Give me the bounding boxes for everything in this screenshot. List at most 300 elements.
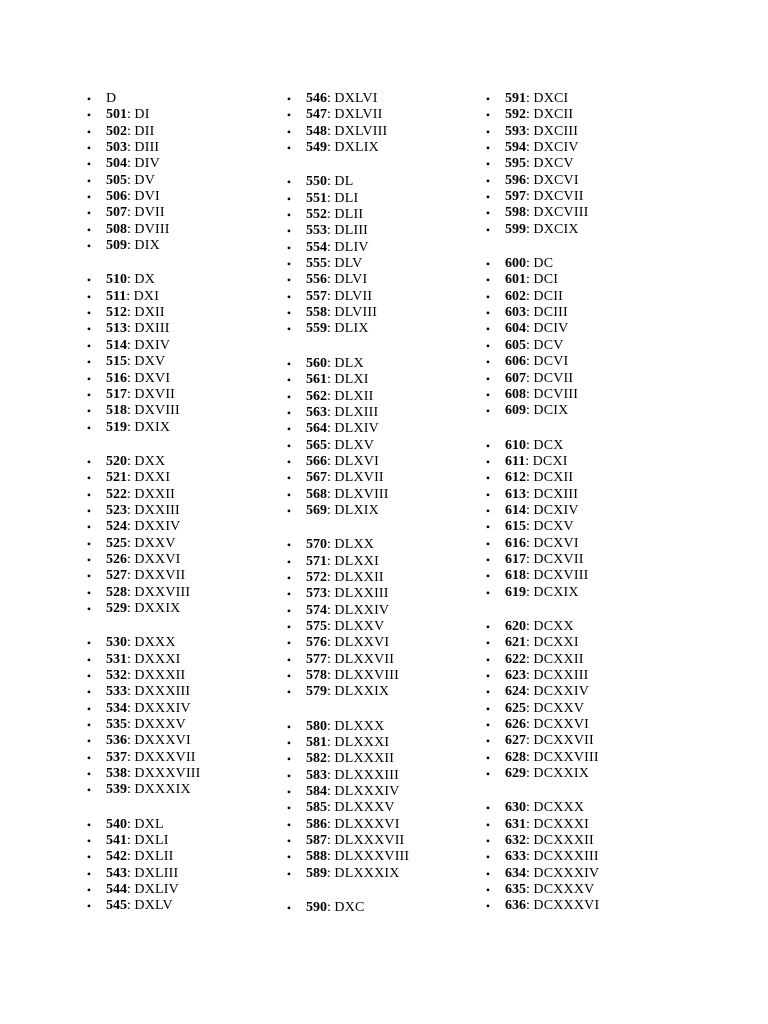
arabic-number: 524	[106, 519, 127, 535]
roman-numeral: DXCI	[533, 91, 569, 106]
list-item	[78, 124, 298, 140]
roman-numeral: DLXXXI	[334, 735, 390, 751]
list-item	[78, 189, 298, 205]
roman-numeral: DLXVII	[334, 470, 384, 486]
roman-numeral: DXXI	[134, 470, 171, 486]
arabic-number: 597	[505, 189, 526, 205]
list-item	[78, 701, 298, 717]
list-item	[78, 585, 298, 601]
roman-numeral-column-2	[278, 91, 498, 916]
separator: :	[127, 453, 135, 469]
arabic-number: 595	[505, 156, 526, 172]
bullet-icon: •	[286, 719, 292, 734]
bullet-icon: •	[286, 141, 292, 156]
list-item	[278, 719, 498, 735]
list-item	[78, 652, 298, 668]
separator: :	[127, 419, 135, 435]
bullet-icon: •	[86, 536, 92, 551]
arabic-number: 576	[306, 635, 327, 651]
arabic-number: 513	[106, 321, 127, 337]
separator: :	[327, 288, 335, 304]
list-item	[78, 503, 298, 519]
arabic-number: 559	[306, 321, 327, 337]
arabic-number: 632	[505, 833, 526, 849]
bullet-icon: •	[286, 373, 292, 388]
roman-numeral: DLXXIII	[334, 586, 389, 602]
bullet-icon: •	[86, 701, 92, 716]
arabic-number: 588	[306, 849, 327, 865]
arabic-number: 526	[106, 551, 127, 567]
list-item	[78, 289, 298, 305]
list-item	[278, 668, 498, 684]
bullet-icon: •	[86, 239, 92, 254]
separator: :	[127, 816, 135, 832]
separator: :	[327, 668, 335, 683]
roman-numeral: DXXX	[134, 635, 176, 651]
list-item	[78, 156, 298, 172]
list-item	[278, 438, 498, 454]
roman-numeral: DCXXXV	[533, 882, 595, 898]
roman-numeral: DCXXXVI	[533, 898, 600, 914]
separator: :	[327, 91, 335, 106]
roman-numeral: DLXXXII	[334, 751, 395, 767]
list-item	[278, 356, 498, 372]
list-item	[78, 487, 298, 503]
bullet-icon: •	[286, 538, 292, 553]
roman-numeral: DXXXIII	[134, 684, 191, 700]
separator: :	[526, 535, 534, 551]
list-item	[278, 537, 498, 553]
bullet-icon: •	[485, 404, 491, 419]
arabic-number: 586	[306, 816, 327, 832]
bullet-icon: •	[485, 322, 491, 337]
list-item	[78, 205, 298, 221]
arabic-number: 567	[306, 470, 327, 486]
roman-numeral: DLVI	[334, 272, 368, 288]
roman-numeral: DXXVII	[134, 568, 186, 584]
bullet-icon: •	[485, 718, 491, 733]
separator: :	[526, 651, 534, 667]
separator: :	[526, 749, 534, 765]
arabic-number: 570	[306, 537, 327, 553]
list-item	[278, 817, 498, 833]
arabic-number: 510	[106, 272, 127, 288]
arabic-number: 614	[505, 502, 526, 518]
bullet-icon: •	[86, 92, 92, 106]
bullet-icon: •	[485, 92, 491, 106]
roman-numeral: DCXXXIII	[533, 849, 599, 865]
list-item	[78, 305, 298, 321]
bullet-icon: •	[286, 191, 292, 206]
separator: :	[127, 568, 135, 584]
arabic-number: 636	[505, 898, 526, 914]
bullet-icon: •	[86, 173, 92, 188]
separator: :	[526, 156, 534, 172]
list-item	[278, 191, 498, 207]
separator: :	[526, 800, 534, 816]
bullet-icon: •	[86, 487, 92, 502]
list-item	[78, 684, 298, 700]
list-item	[477, 256, 697, 272]
bullet-icon: •	[286, 503, 292, 518]
roman-numeral: DC	[533, 256, 554, 272]
bullet-icon: •	[286, 438, 292, 453]
arabic-number: 503	[106, 140, 127, 156]
arabic-number: 554	[306, 239, 327, 255]
separator: :	[327, 437, 335, 453]
separator: :	[526, 470, 534, 486]
bullet-icon: •	[485, 222, 491, 237]
roman-numeral: DXXXV	[134, 717, 186, 733]
roman-numeral: DXIII	[134, 321, 170, 337]
arabic-number: 564	[306, 421, 327, 437]
bullet-icon: •	[286, 587, 292, 602]
separator: :	[127, 140, 135, 156]
bullet-icon: •	[286, 817, 292, 832]
list-item	[278, 784, 498, 800]
bullet-icon: •	[86, 289, 92, 304]
arabic-number: 504	[106, 156, 127, 172]
roman-numeral: DXXII	[134, 486, 176, 502]
bullet-icon: •	[86, 850, 92, 865]
arabic-number: 624	[505, 684, 526, 700]
arabic-number: 561	[306, 372, 327, 388]
bullet-icon: •	[286, 752, 292, 767]
roman-numeral: DCXXV	[533, 700, 585, 716]
separator: :	[327, 800, 335, 816]
list-item	[477, 272, 697, 288]
roman-numeral: DV	[134, 172, 156, 188]
list-item	[477, 849, 697, 865]
separator: :	[127, 865, 135, 881]
separator: :	[127, 321, 135, 337]
bullet-icon: •	[86, 585, 92, 600]
separator: :	[526, 519, 534, 535]
arabic-number: 616	[505, 535, 526, 551]
separator: :	[327, 486, 335, 502]
arabic-number: 573	[306, 586, 327, 602]
arabic-number: 593	[505, 123, 526, 139]
bullet-icon: •	[86, 734, 92, 749]
arabic-number: 525	[106, 535, 127, 551]
bullet-icon: •	[485, 883, 491, 898]
bullet-icon: •	[286, 175, 292, 190]
bullet-icon: •	[485, 801, 491, 816]
roman-numeral: DXL	[134, 816, 164, 832]
bullet-icon: •	[86, 883, 92, 898]
roman-numeral: DXVII	[134, 386, 176, 402]
separator: :	[526, 766, 534, 782]
arabic-number: 609	[505, 403, 526, 419]
roman-numeral: DCXVII	[533, 551, 584, 567]
arabic-number: 516	[106, 370, 127, 386]
separator: :	[127, 221, 135, 237]
arabic-number: 537	[106, 749, 127, 765]
bullet-icon: •	[286, 240, 292, 255]
roman-numeral: DLIX	[334, 321, 369, 337]
list-item	[477, 470, 697, 486]
bullet-icon: •	[286, 306, 292, 321]
bullet-icon: •	[286, 273, 292, 288]
arabic-number: 509	[106, 238, 127, 254]
separator: :	[526, 668, 534, 683]
arabic-number: 523	[106, 502, 127, 518]
bullet-icon: •	[286, 636, 292, 651]
separator: :	[526, 386, 534, 402]
roman-numeral: DLXII	[334, 388, 374, 404]
bullet-icon: •	[286, 289, 292, 304]
arabic-number: 539	[106, 782, 127, 798]
list-item	[477, 189, 697, 205]
separator: :	[526, 551, 534, 567]
bullet-icon: •	[485, 701, 491, 716]
list-item	[477, 882, 697, 898]
separator: :	[526, 354, 534, 370]
arabic-number: 501	[106, 107, 127, 123]
arabic-number: 522	[106, 486, 127, 502]
list-item	[278, 866, 498, 882]
separator: :	[327, 735, 335, 751]
bullet-icon: •	[286, 356, 292, 371]
separator: :	[526, 140, 534, 156]
separator: :	[327, 718, 335, 734]
list-item	[78, 898, 298, 914]
bullet-icon: •	[485, 206, 491, 221]
bullet-icon: •	[485, 471, 491, 486]
separator: :	[526, 221, 534, 237]
separator: :	[526, 305, 534, 321]
arabic-number: 571	[306, 553, 327, 569]
roman-numeral: DXCIII	[533, 123, 579, 139]
roman-numeral: DXVIII	[134, 403, 180, 419]
arabic-number: 591	[505, 91, 526, 106]
separator: :	[526, 717, 534, 733]
list-item	[477, 536, 697, 552]
separator: :	[127, 535, 135, 551]
list-item	[477, 438, 697, 454]
bullet-icon: •	[485, 850, 491, 865]
roman-numeral: DXXXVIII	[134, 766, 201, 782]
arabic-number: 607	[505, 370, 526, 386]
list-item	[78, 387, 298, 403]
separator: :	[327, 865, 335, 881]
arabic-number: 635	[505, 882, 526, 898]
roman-numeral: DXCIV	[533, 140, 579, 156]
bullet-icon: •	[86, 569, 92, 584]
roman-numeral: DLXX	[334, 537, 375, 553]
separator: :	[525, 453, 533, 469]
separator: :	[526, 684, 534, 700]
list-item	[78, 866, 298, 882]
list-item	[477, 833, 697, 849]
list-item	[477, 371, 697, 387]
bullet-icon: •	[485, 141, 491, 156]
bullet-icon: •	[86, 322, 92, 337]
arabic-number: 540	[106, 816, 127, 832]
arabic-number: 590	[306, 900, 327, 916]
separator: :	[327, 569, 335, 585]
bullet-icon: •	[286, 736, 292, 751]
bullet-icon: •	[485, 124, 491, 139]
roman-numeral: DCV	[533, 337, 564, 353]
separator: :	[327, 305, 335, 321]
bullet-icon: •	[286, 785, 292, 800]
roman-numeral: DLXV	[334, 437, 375, 453]
list-item	[477, 684, 697, 700]
list-item	[78, 519, 298, 535]
list-item	[78, 238, 298, 254]
separator: :	[327, 223, 335, 239]
separator: :	[526, 205, 534, 221]
arabic-number: 548	[306, 123, 327, 139]
bullet-icon: •	[485, 834, 491, 849]
roman-numeral: DXXVIII	[134, 584, 191, 600]
roman-numeral: DLXXX	[334, 718, 385, 734]
list-item	[477, 668, 697, 684]
list-item	[477, 454, 697, 470]
list-item	[78, 173, 298, 189]
bullet-icon: •	[86, 387, 92, 402]
list-item	[477, 354, 697, 370]
arabic-number: 531	[106, 651, 127, 667]
arabic-number: 631	[505, 816, 526, 832]
list-item	[278, 223, 498, 239]
separator: :	[327, 190, 335, 206]
bullet-icon: •	[485, 306, 491, 321]
list-item	[78, 321, 298, 337]
separator: :	[327, 537, 335, 553]
separator: :	[327, 816, 335, 832]
roman-numeral: DLVII	[334, 288, 373, 304]
arabic-number: 515	[106, 354, 127, 370]
roman-numeral: DLXXXVI	[334, 816, 400, 832]
separator: :	[327, 272, 335, 288]
list-item	[477, 519, 697, 535]
roman-numeral: DLXVI	[334, 453, 379, 469]
bullet-icon: •	[86, 503, 92, 518]
separator: :	[127, 156, 135, 172]
separator: :	[526, 865, 534, 881]
list-item	[477, 585, 697, 601]
roman-numeral: DXLIII	[134, 865, 179, 881]
bullet-icon: •	[286, 92, 292, 106]
separator: :	[127, 551, 135, 567]
roman-numeral: DXXV	[134, 535, 176, 551]
separator: :	[327, 684, 335, 700]
arabic-number: 615	[505, 519, 526, 535]
roman-numeral: DCXIV	[533, 502, 579, 518]
separator: :	[127, 107, 135, 123]
roman-numeral: DXCII	[533, 107, 574, 123]
bullet-icon: •	[485, 503, 491, 518]
roman-numeral: DLXIX	[334, 502, 379, 518]
separator: :	[127, 600, 135, 616]
bullet-icon: •	[485, 817, 491, 832]
separator: :	[526, 486, 534, 502]
list-item	[477, 140, 697, 156]
arabic-number: 578	[306, 668, 327, 683]
separator: :	[327, 140, 335, 156]
list-item	[78, 601, 298, 617]
separator: :	[526, 700, 534, 716]
list-item	[78, 750, 298, 766]
arabic-number: 600	[505, 256, 526, 272]
list-item	[477, 387, 697, 403]
list-item	[278, 107, 498, 123]
arabic-number: 599	[505, 221, 526, 237]
roman-numeral: DIX	[134, 238, 160, 254]
list-item	[78, 766, 298, 782]
arabic-number: 528	[106, 584, 127, 600]
separator: :	[127, 305, 135, 321]
roman-numeral: DCXXXI	[533, 816, 590, 832]
separator: :	[127, 717, 135, 733]
roman-numeral: DVII	[134, 205, 165, 221]
roman-numeral: DCXVIII	[533, 568, 589, 584]
separator: :	[327, 784, 335, 800]
separator: :	[327, 833, 335, 849]
roman-numeral: DXVI	[134, 370, 171, 386]
separator: :	[327, 256, 335, 272]
separator: :	[526, 733, 534, 749]
roman-numeral: DCXXXII	[533, 833, 594, 849]
arabic-number: 569	[306, 502, 327, 518]
list-item	[278, 207, 498, 223]
bullet-icon: •	[86, 206, 92, 221]
separator: :	[526, 321, 534, 337]
arabic-number: 549	[306, 140, 327, 156]
roman-numeral: DLII	[334, 207, 364, 223]
separator: :	[327, 372, 335, 388]
arabic-number: 534	[106, 700, 127, 716]
separator: :	[526, 502, 534, 518]
roman-numeral: DX	[134, 272, 156, 288]
roman-numeral: DXXXII	[134, 668, 186, 683]
arabic-number: 602	[505, 288, 526, 304]
separator: :	[127, 172, 135, 188]
arabic-number: 556	[306, 272, 327, 288]
roman-numeral: DIV	[134, 156, 160, 172]
arabic-number: 541	[106, 833, 127, 849]
arabic-number: 613	[505, 486, 526, 502]
list-item	[78, 420, 298, 436]
roman-numeral: DXIX	[134, 419, 171, 435]
arabic-number: 507	[106, 205, 127, 221]
roman-numeral: DXXXVI	[134, 733, 191, 749]
roman-numeral: DLXXVIII	[334, 668, 399, 683]
list-item	[278, 503, 498, 519]
separator: :	[127, 668, 135, 683]
list-item	[278, 124, 498, 140]
bullet-icon: •	[86, 404, 92, 419]
arabic-number: 536	[106, 733, 127, 749]
separator: :	[526, 337, 534, 353]
arabic-number: 542	[106, 849, 127, 865]
roman-numeral: DCI	[533, 272, 559, 288]
arabic-number: 596	[505, 172, 526, 188]
bullet-icon: •	[485, 552, 491, 567]
separator: :	[327, 849, 335, 865]
list-item	[477, 107, 697, 123]
list-item	[278, 570, 498, 586]
bullet-icon: •	[86, 273, 92, 288]
list-item	[477, 289, 697, 305]
list-item	[278, 272, 498, 288]
arabic-number: 547	[306, 107, 327, 123]
roman-numeral: DXII	[134, 305, 165, 321]
arabic-number: 601	[505, 272, 526, 288]
list-item	[278, 900, 498, 916]
